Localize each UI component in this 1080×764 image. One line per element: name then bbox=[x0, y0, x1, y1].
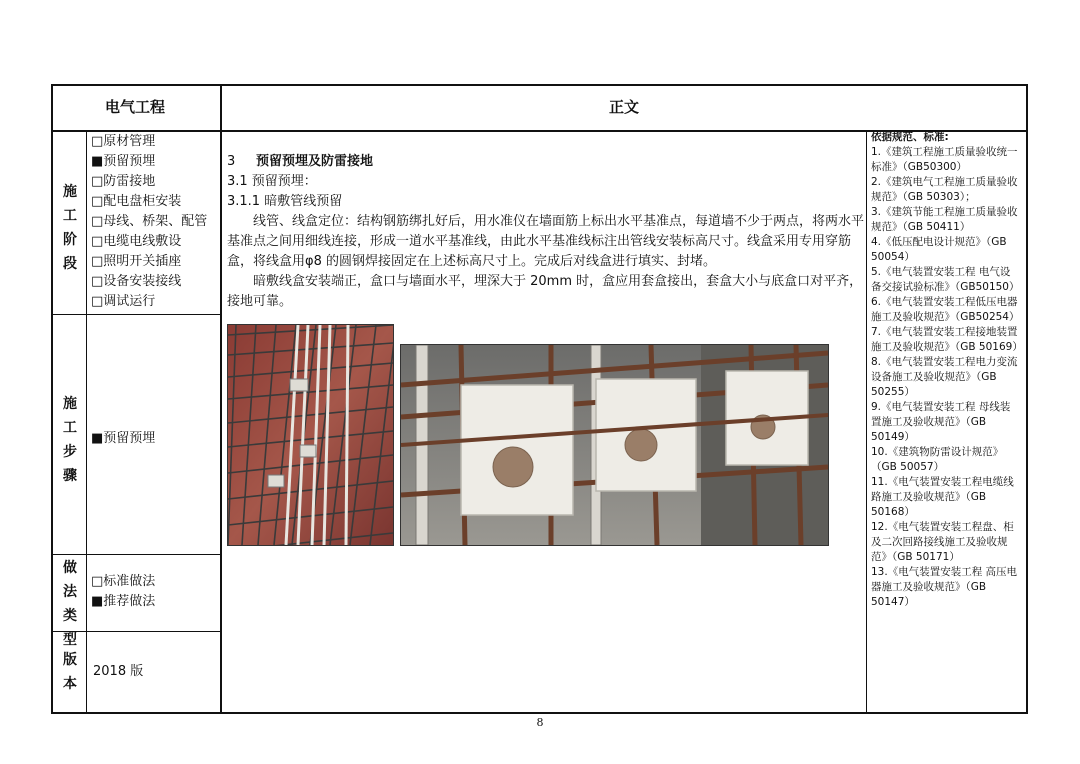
header-title-center: 正文 bbox=[609, 98, 640, 116]
stage-label: 施 工 阶 段 bbox=[63, 184, 77, 272]
stage-option: □配电盘柜安装 bbox=[91, 194, 182, 209]
stage-option: □调试运行 bbox=[91, 294, 156, 309]
junction-box-photo bbox=[400, 344, 829, 546]
standard-item: 12.《电气装置安装工程盘、柜及二次回路接线施工及验收规范》（GB 50171） bbox=[871, 521, 1014, 563]
paragraph-2: 暗敷线盒安装端正，盒口与墙面水平，埋深大于 20mm 时，盒应用套盒接出，套盒大小与底盒口对平齐，接地可靠。 bbox=[227, 274, 863, 309]
row-divider-2 bbox=[53, 554, 220, 555]
standard-item: 10.《建筑物防雷设计规范》（GB 50057） bbox=[871, 446, 1004, 473]
row-divider-1 bbox=[53, 314, 220, 315]
method-option: ■推荐做法 bbox=[91, 594, 156, 609]
stage-option: □照明开关插座 bbox=[91, 254, 182, 269]
standard-item: 1.《建筑工程施工质量验收统一标准》（GB50300） bbox=[871, 146, 1018, 173]
version-value: 2018 版 bbox=[93, 664, 144, 679]
stage-option: □防雷接地 bbox=[91, 174, 156, 189]
paragraph-1: 线管、线盒定位：结构钢筋绑扎好后，用水准仪在墙面筋上标出水平基准点，每道墙不少于两点，将两水平基准点之间用细线连接，形成一道水平基准线，由此水平基准线标注出管线安装标高尺寸。线盒采用专用穿筋盒，将线盒用φ8 的圆钢焊接固定在上述标高尺寸上。完成后对线盒进行填实、封堵。 bbox=[227, 214, 865, 269]
stage-option: □原材管理 bbox=[91, 134, 156, 149]
standard-item: 9.《电气装置安装工程 母线装置施工及验收规范》（GB 50149） bbox=[871, 401, 1011, 443]
main-content bbox=[227, 152, 867, 312]
version-label: 版 本 bbox=[63, 652, 77, 692]
standard-item: 5.《电气装置安装工程 电气设备交接试验标准》（GB50150） bbox=[871, 266, 1020, 293]
standard-item: 2.《建筑电气工程施工质量验收规范》（GB 50303）； bbox=[871, 176, 1018, 203]
subsection-1: 3.1 预留预埋： bbox=[227, 174, 317, 189]
standard-item: 13.《电气装置安装工程 高压电器施工及验收规范》（GB 50147） bbox=[871, 566, 1018, 608]
steps-option: ■预留预埋 bbox=[91, 431, 156, 446]
standards-list bbox=[871, 130, 1023, 610]
standard-item: 8.《电气装置安装工程电力变流设备施工及验收规范》（GB 50255） bbox=[871, 356, 1018, 398]
stage-option: ■预留预埋 bbox=[91, 154, 156, 169]
standard-item: 11.《电气装置安装工程电缆线路施工及验收规范》（GB 50168） bbox=[871, 476, 1014, 518]
method-label: 做 法 类 型 bbox=[63, 560, 77, 648]
standard-item: 4.《低压配电设计规范》（GB 50054） bbox=[871, 236, 1007, 263]
section-heading: 3 预留预埋及防雷接地 bbox=[227, 154, 373, 169]
rebar-conduit-photo bbox=[227, 324, 394, 546]
document-table bbox=[51, 84, 1028, 714]
subsection-2: 3.1.1 暗敷管线预留 bbox=[227, 194, 343, 209]
standards-title: 依据规范、标准: bbox=[871, 131, 949, 143]
stage-option: □电缆电线敷设 bbox=[91, 234, 182, 249]
col-divider-left bbox=[220, 86, 222, 712]
header-title-left: 电气工程 bbox=[105, 98, 166, 116]
standard-item: 6.《电气装置安装工程低压电器施工及验收规范》（GB50254） bbox=[871, 296, 1020, 323]
col-divider-label bbox=[86, 130, 87, 712]
page-number: 8 bbox=[536, 716, 544, 729]
stage-option: □设备安装接线 bbox=[91, 274, 182, 289]
method-options bbox=[91, 572, 155, 612]
standard-item: 7.《电气装置安装工程接地装置施工及验收规范》（GB 50169） bbox=[871, 326, 1023, 353]
stage-options bbox=[91, 132, 207, 312]
steps-label: 施 工 步 骤 bbox=[63, 396, 77, 484]
method-option: □标准做法 bbox=[91, 574, 156, 589]
standard-item: 3.《建筑节能工程施工质量验收规范》（GB 50411） bbox=[871, 206, 1018, 233]
stage-option: □母线、桥架、配管 bbox=[91, 214, 208, 229]
